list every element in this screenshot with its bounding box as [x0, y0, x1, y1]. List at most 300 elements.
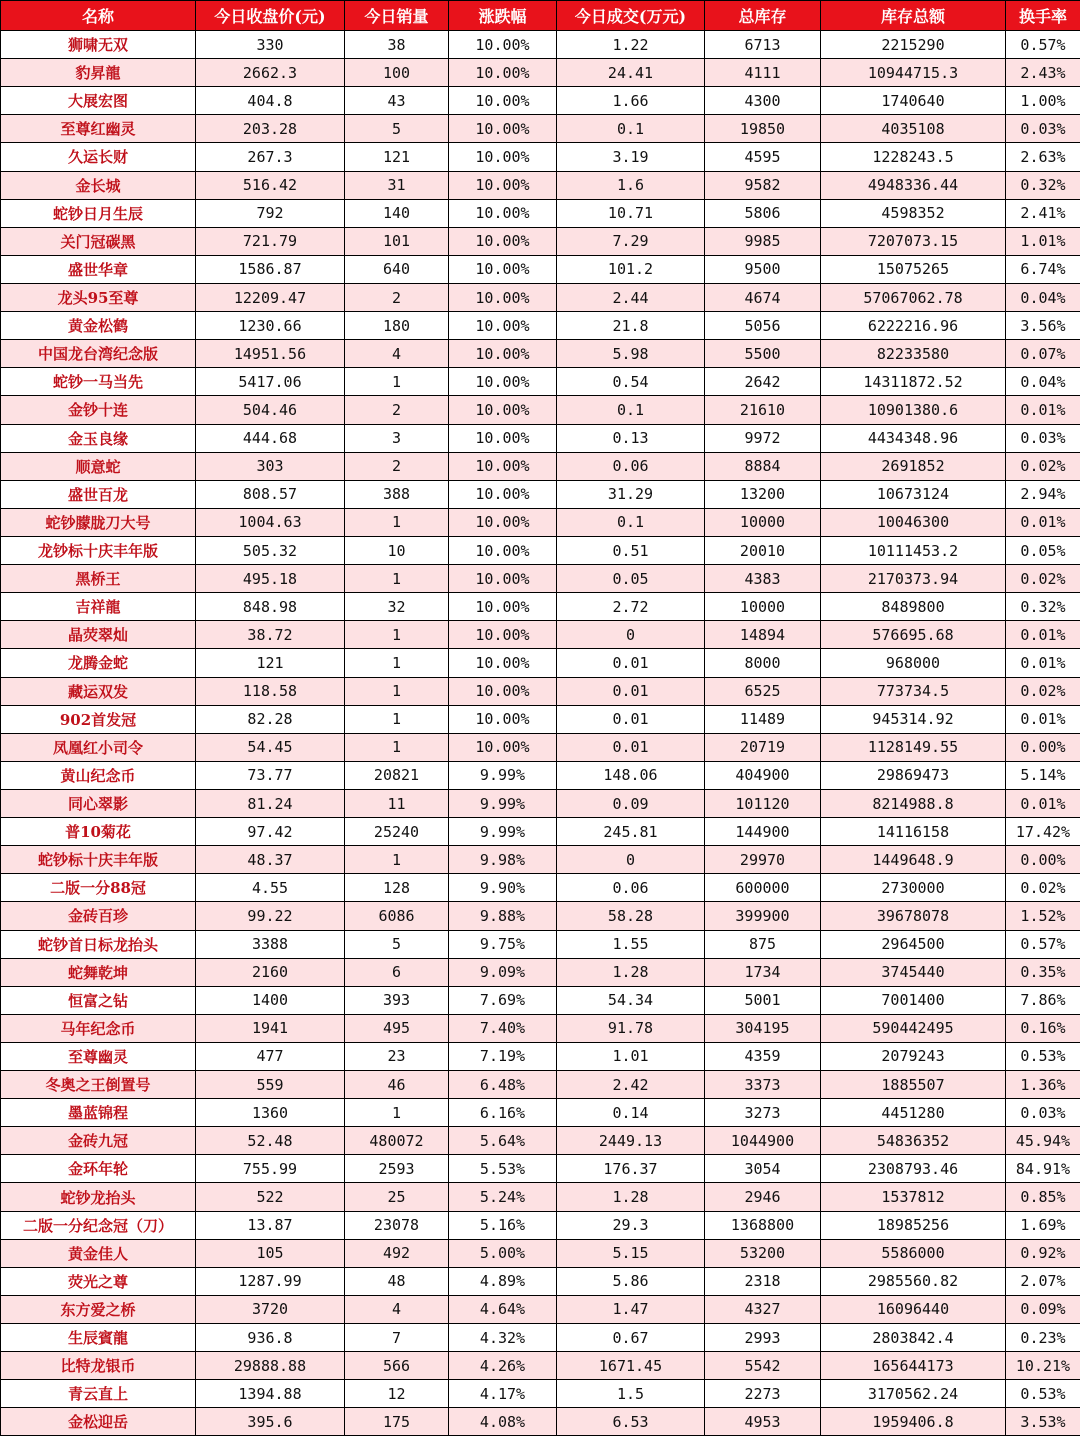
cell-change: 10.00%	[449, 424, 557, 452]
cell-turnover: 1671.45	[557, 1352, 705, 1380]
cell-turnover-rate: 0.01%	[1006, 621, 1080, 649]
cell-close-price: 118.58	[196, 677, 345, 705]
cell-turnover: 5.98	[557, 340, 705, 368]
cell-change: 9.90%	[449, 874, 557, 902]
cell-change: 9.88%	[449, 902, 557, 930]
cell-change: 10.00%	[449, 312, 557, 340]
cell-turnover-rate: 0.57%	[1006, 31, 1080, 59]
cell-inventory-value: 3745440	[821, 958, 1006, 986]
cell-change: 10.00%	[449, 59, 557, 87]
table-row	[1, 255, 1080, 283]
cell-inventory-value: 3170562.24	[821, 1380, 1006, 1408]
table-row	[1, 199, 1080, 227]
cell-sales: 6086	[345, 902, 449, 930]
cell-close-price: 99.22	[196, 902, 345, 930]
cell-change: 10.00%	[449, 705, 557, 733]
cell-turnover-rate: 0.53%	[1006, 1042, 1080, 1070]
cell-inventory: 1734	[705, 958, 821, 986]
cell-close-price: 808.57	[196, 480, 345, 508]
cell-change: 5.16%	[449, 1211, 557, 1239]
cell-inventory-value: 945314.92	[821, 705, 1006, 733]
cell-inventory: 5542	[705, 1352, 821, 1380]
cell-close-price: 52.48	[196, 1127, 345, 1155]
col-header-change: 涨跌幅	[449, 1, 557, 31]
cell-inventory-value: 576695.68	[821, 621, 1006, 649]
cell-inventory-value: 8214988.8	[821, 789, 1006, 817]
cell-name: 青云直上	[1, 1380, 196, 1408]
cell-inventory-value: 10673124	[821, 480, 1006, 508]
cell-turnover-rate: 0.02%	[1006, 452, 1080, 480]
cell-inventory: 4359	[705, 1042, 821, 1070]
table-row	[1, 1295, 1080, 1323]
cell-change: 10.00%	[449, 621, 557, 649]
cell-change: 9.99%	[449, 789, 557, 817]
cell-inventory: 14894	[705, 621, 821, 649]
cell-turnover-rate: 0.04%	[1006, 368, 1080, 396]
cell-change: 4.32%	[449, 1324, 557, 1352]
cell-name: 大展宏图	[1, 87, 196, 115]
cell-name: 金玉良缘	[1, 424, 196, 452]
cell-close-price: 495.18	[196, 565, 345, 593]
cell-close-price: 1941	[196, 1014, 345, 1042]
table-body	[1, 31, 1080, 1436]
cell-sales: 180	[345, 312, 449, 340]
table-row	[1, 705, 1080, 733]
cell-turnover: 7.29	[557, 227, 705, 255]
cell-sales: 7	[345, 1324, 449, 1352]
cell-turnover: 2.44	[557, 283, 705, 311]
cell-turnover-rate: 6.74%	[1006, 255, 1080, 283]
cell-turnover-rate: 1.00%	[1006, 87, 1080, 115]
table-row	[1, 227, 1080, 255]
cell-turnover: 0	[557, 621, 705, 649]
cell-inventory-value: 57067062.78	[821, 283, 1006, 311]
cell-close-price: 105	[196, 1239, 345, 1267]
cell-turnover-rate: 0.01%	[1006, 508, 1080, 536]
table-row	[1, 818, 1080, 846]
cell-close-price: 559	[196, 1071, 345, 1099]
cell-turnover-rate: 0.23%	[1006, 1324, 1080, 1352]
table-row	[1, 565, 1080, 593]
cell-change: 10.00%	[449, 87, 557, 115]
cell-change: 10.00%	[449, 565, 557, 593]
cell-turnover-rate: 5.14%	[1006, 761, 1080, 789]
cell-change: 9.09%	[449, 958, 557, 986]
cell-turnover: 6.53	[557, 1408, 705, 1436]
cell-name: 黄金松鹤	[1, 312, 196, 340]
table-row	[1, 930, 1080, 958]
cell-turnover-rate: 2.41%	[1006, 199, 1080, 227]
cell-turnover: 0.1	[557, 396, 705, 424]
cell-inventory: 101120	[705, 789, 821, 817]
cell-sales: 480072	[345, 1127, 449, 1155]
cell-inventory: 6525	[705, 677, 821, 705]
cell-name: 金砖九冠	[1, 1127, 196, 1155]
cell-sales: 1	[345, 368, 449, 396]
cell-turnover-rate: 2.07%	[1006, 1267, 1080, 1295]
cell-change: 7.19%	[449, 1042, 557, 1070]
cell-inventory: 4383	[705, 565, 821, 593]
cell-inventory-value: 16096440	[821, 1295, 1006, 1323]
cell-inventory: 4953	[705, 1408, 821, 1436]
cell-turnover-rate: 0.07%	[1006, 340, 1080, 368]
cell-turnover-rate: 0.32%	[1006, 593, 1080, 621]
cell-change: 10.00%	[449, 677, 557, 705]
cell-turnover: 3.19	[557, 143, 705, 171]
cell-change: 10.00%	[449, 536, 557, 564]
cell-name: 二版一分88冠	[1, 874, 196, 902]
cell-turnover-rate: 7.86%	[1006, 986, 1080, 1014]
table-row	[1, 902, 1080, 930]
cell-name: 金砖百珍	[1, 902, 196, 930]
cell-turnover: 245.81	[557, 818, 705, 846]
cell-sales: 38	[345, 31, 449, 59]
cell-turnover: 1.6	[557, 171, 705, 199]
cell-name: 至尊红幽灵	[1, 115, 196, 143]
cell-inventory-value: 10944715.3	[821, 59, 1006, 87]
cell-sales: 101	[345, 227, 449, 255]
cell-inventory: 20719	[705, 733, 821, 761]
cell-sales: 4	[345, 1295, 449, 1323]
cell-inventory-value: 968000	[821, 649, 1006, 677]
cell-inventory-value: 18985256	[821, 1211, 1006, 1239]
cell-sales: 640	[345, 255, 449, 283]
cell-inventory-value: 10901380.6	[821, 396, 1006, 424]
cell-change: 10.00%	[449, 171, 557, 199]
cell-inventory: 3054	[705, 1155, 821, 1183]
cell-inventory-value: 2308793.46	[821, 1155, 1006, 1183]
cell-turnover-rate: 0.03%	[1006, 1099, 1080, 1127]
cell-name: 龙钞标十庆丰年版	[1, 536, 196, 564]
cell-name: 中国龙台湾纪念版	[1, 340, 196, 368]
cell-sales: 31	[345, 171, 449, 199]
cell-inventory: 21610	[705, 396, 821, 424]
cell-inventory: 9500	[705, 255, 821, 283]
cell-turnover: 0.1	[557, 115, 705, 143]
table-row	[1, 1267, 1080, 1295]
cell-inventory-value: 82233580	[821, 340, 1006, 368]
cell-sales: 32	[345, 593, 449, 621]
cell-change: 5.00%	[449, 1239, 557, 1267]
cell-close-price: 82.28	[196, 705, 345, 733]
table-row	[1, 733, 1080, 761]
table-row	[1, 1211, 1080, 1239]
cell-inventory: 399900	[705, 902, 821, 930]
cell-inventory-value: 1537812	[821, 1183, 1006, 1211]
cell-close-price: 504.46	[196, 396, 345, 424]
cell-name: 蛇钞日月生辰	[1, 199, 196, 227]
cell-name: 黑桥王	[1, 565, 196, 593]
cell-name: 金钞十连	[1, 396, 196, 424]
cell-sales: 5	[345, 115, 449, 143]
cell-sales: 48	[345, 1267, 449, 1295]
cell-change: 10.00%	[449, 508, 557, 536]
cell-close-price: 3388	[196, 930, 345, 958]
cell-inventory-value: 6222216.96	[821, 312, 1006, 340]
table-row	[1, 480, 1080, 508]
cell-turnover: 0.51	[557, 536, 705, 564]
table-row	[1, 312, 1080, 340]
cell-sales: 175	[345, 1408, 449, 1436]
cell-turnover: 0.54	[557, 368, 705, 396]
cell-turnover-rate: 2.63%	[1006, 143, 1080, 171]
cell-turnover-rate: 0.92%	[1006, 1239, 1080, 1267]
cell-change: 7.40%	[449, 1014, 557, 1042]
cell-close-price: 14951.56	[196, 340, 345, 368]
cell-turnover: 101.2	[557, 255, 705, 283]
cell-sales: 393	[345, 986, 449, 1014]
cell-close-price: 1004.63	[196, 508, 345, 536]
cell-close-price: 81.24	[196, 789, 345, 817]
cell-close-price: 54.45	[196, 733, 345, 761]
table-row	[1, 87, 1080, 115]
cell-name: 金环年轮	[1, 1155, 196, 1183]
cell-name: 同心翠影	[1, 789, 196, 817]
cell-inventory: 2946	[705, 1183, 821, 1211]
cell-turnover: 1.28	[557, 958, 705, 986]
cell-inventory-value: 14116158	[821, 818, 1006, 846]
cell-inventory-value: 2985560.82	[821, 1267, 1006, 1295]
cell-inventory: 144900	[705, 818, 821, 846]
cell-sales: 1	[345, 1099, 449, 1127]
cell-change: 4.89%	[449, 1267, 557, 1295]
cell-name: 豹昇龍	[1, 59, 196, 87]
cell-turnover: 148.06	[557, 761, 705, 789]
cell-change: 10.00%	[449, 227, 557, 255]
cell-name: 东方爱之桥	[1, 1295, 196, 1323]
cell-turnover-rate: 0.02%	[1006, 677, 1080, 705]
table-row	[1, 761, 1080, 789]
cell-inventory-value: 8489800	[821, 593, 1006, 621]
cell-sales: 140	[345, 199, 449, 227]
cell-change: 10.00%	[449, 143, 557, 171]
table-row	[1, 789, 1080, 817]
cell-turnover-rate: 1.01%	[1006, 227, 1080, 255]
cell-close-price: 2662.3	[196, 59, 345, 87]
cell-turnover: 0.01	[557, 649, 705, 677]
cell-turnover-rate: 1.69%	[1006, 1211, 1080, 1239]
cell-inventory-value: 2964500	[821, 930, 1006, 958]
cell-inventory-value: 1449648.9	[821, 846, 1006, 874]
cell-turnover-rate: 0.53%	[1006, 1380, 1080, 1408]
cell-change: 4.17%	[449, 1380, 557, 1408]
cell-change: 10.00%	[449, 649, 557, 677]
cell-turnover-rate: 84.91%	[1006, 1155, 1080, 1183]
cell-turnover-rate: 0.85%	[1006, 1183, 1080, 1211]
table-row	[1, 958, 1080, 986]
table-row	[1, 846, 1080, 874]
table-row	[1, 283, 1080, 311]
cell-sales: 1	[345, 621, 449, 649]
cell-sales: 25	[345, 1183, 449, 1211]
cell-close-price: 1287.99	[196, 1267, 345, 1295]
cell-turnover: 5.15	[557, 1239, 705, 1267]
cell-turnover: 0.13	[557, 424, 705, 452]
cell-name: 久运长财	[1, 143, 196, 171]
cell-change: 10.00%	[449, 593, 557, 621]
table-row	[1, 508, 1080, 536]
cell-inventory: 6713	[705, 31, 821, 59]
table-row	[1, 1239, 1080, 1267]
cell-turnover-rate: 0.02%	[1006, 874, 1080, 902]
cell-turnover: 1.47	[557, 1295, 705, 1323]
cell-inventory: 600000	[705, 874, 821, 902]
table-row	[1, 1380, 1080, 1408]
cell-turnover-rate: 0.16%	[1006, 1014, 1080, 1042]
table-row	[1, 171, 1080, 199]
cell-turnover-rate: 1.52%	[1006, 902, 1080, 930]
cell-inventory: 2273	[705, 1380, 821, 1408]
cell-inventory: 5001	[705, 986, 821, 1014]
cell-inventory-value: 54836352	[821, 1127, 1006, 1155]
cell-inventory: 2993	[705, 1324, 821, 1352]
cell-turnover: 1.01	[557, 1042, 705, 1070]
cell-turnover: 0.1	[557, 508, 705, 536]
cell-change: 10.00%	[449, 340, 557, 368]
cell-turnover-rate: 0.01%	[1006, 396, 1080, 424]
cell-close-price: 516.42	[196, 171, 345, 199]
cell-name: 顺意蛇	[1, 452, 196, 480]
cell-sales: 5	[345, 930, 449, 958]
col-header-close-price: 今日收盘价(元)	[196, 1, 345, 31]
table-row	[1, 593, 1080, 621]
cell-sales: 1	[345, 677, 449, 705]
cell-sales: 6	[345, 958, 449, 986]
cell-inventory: 29970	[705, 846, 821, 874]
cell-turnover: 0.14	[557, 1099, 705, 1127]
cell-sales: 121	[345, 143, 449, 171]
cell-name: 蛇钞一马当先	[1, 368, 196, 396]
cell-inventory-value: 4598352	[821, 199, 1006, 227]
cell-turnover-rate: 0.04%	[1006, 283, 1080, 311]
cell-inventory-value: 2170373.94	[821, 565, 1006, 593]
cell-change: 10.00%	[449, 199, 557, 227]
cell-turnover-rate: 0.32%	[1006, 171, 1080, 199]
cell-name: 狮啸无双	[1, 31, 196, 59]
cell-change: 10.00%	[449, 368, 557, 396]
cell-inventory: 9582	[705, 171, 821, 199]
cell-turnover: 1.5	[557, 1380, 705, 1408]
cell-name: 蛇钞首日标龙抬头	[1, 930, 196, 958]
cell-change: 4.26%	[449, 1352, 557, 1380]
cell-turnover: 5.86	[557, 1267, 705, 1295]
cell-turnover-rate: 0.57%	[1006, 930, 1080, 958]
table-row	[1, 452, 1080, 480]
cell-inventory: 3373	[705, 1071, 821, 1099]
cell-inventory-value: 15075265	[821, 255, 1006, 283]
cell-close-price: 505.32	[196, 536, 345, 564]
cell-close-price: 1586.87	[196, 255, 345, 283]
table-row	[1, 1099, 1080, 1127]
cell-close-price: 303	[196, 452, 345, 480]
cell-turnover: 0.01	[557, 733, 705, 761]
table-row	[1, 31, 1080, 59]
cell-change: 10.00%	[449, 115, 557, 143]
cell-close-price: 522	[196, 1183, 345, 1211]
cell-inventory: 13200	[705, 480, 821, 508]
cell-inventory-value: 165644173	[821, 1352, 1006, 1380]
cell-sales: 388	[345, 480, 449, 508]
cell-inventory: 2642	[705, 368, 821, 396]
cell-sales: 11	[345, 789, 449, 817]
cell-inventory-value: 5586000	[821, 1239, 1006, 1267]
cell-sales: 20821	[345, 761, 449, 789]
cell-name: 墨蓝锦程	[1, 1099, 196, 1127]
cell-turnover-rate: 17.42%	[1006, 818, 1080, 846]
cell-turnover: 10.71	[557, 199, 705, 227]
cell-close-price: 444.68	[196, 424, 345, 452]
cell-close-price: 267.3	[196, 143, 345, 171]
cell-change: 10.00%	[449, 396, 557, 424]
cell-change: 9.75%	[449, 930, 557, 958]
cell-change: 5.64%	[449, 1127, 557, 1155]
cell-turnover-rate: 3.56%	[1006, 312, 1080, 340]
cell-name: 902首发冠	[1, 705, 196, 733]
cell-change: 5.53%	[449, 1155, 557, 1183]
cell-inventory: 10000	[705, 508, 821, 536]
cell-turnover-rate: 0.03%	[1006, 115, 1080, 143]
cell-name: 凤凰红小司令	[1, 733, 196, 761]
cell-change: 4.08%	[449, 1408, 557, 1436]
cell-name: 金长城	[1, 171, 196, 199]
cell-sales: 43	[345, 87, 449, 115]
cell-sales: 3	[345, 424, 449, 452]
cell-turnover-rate: 0.00%	[1006, 733, 1080, 761]
cell-change: 7.69%	[449, 986, 557, 1014]
cell-turnover: 0.67	[557, 1324, 705, 1352]
cell-change: 5.24%	[449, 1183, 557, 1211]
col-header-inventory: 总库存	[705, 1, 821, 31]
cell-sales: 1	[345, 705, 449, 733]
cell-change: 6.48%	[449, 1071, 557, 1099]
cell-inventory-value: 2730000	[821, 874, 1006, 902]
cell-change: 10.00%	[449, 283, 557, 311]
cell-sales: 566	[345, 1352, 449, 1380]
cell-change: 9.99%	[449, 761, 557, 789]
cell-name: 黄山纪念币	[1, 761, 196, 789]
cell-sales: 1	[345, 733, 449, 761]
cell-name: 藏运双发	[1, 677, 196, 705]
cell-inventory: 4327	[705, 1295, 821, 1323]
cell-turnover-rate: 10.21%	[1006, 1352, 1080, 1380]
cell-inventory: 9985	[705, 227, 821, 255]
cell-turnover: 1.55	[557, 930, 705, 958]
cell-sales: 1	[345, 649, 449, 677]
cell-name: 普10菊花	[1, 818, 196, 846]
cell-close-price: 1360	[196, 1099, 345, 1127]
cell-turnover: 21.8	[557, 312, 705, 340]
cell-name: 蛇钞朦胧刀大号	[1, 508, 196, 536]
table-row	[1, 1324, 1080, 1352]
cell-inventory-value: 4434348.96	[821, 424, 1006, 452]
table-row	[1, 115, 1080, 143]
cell-inventory-value: 773734.5	[821, 677, 1006, 705]
cell-inventory: 8884	[705, 452, 821, 480]
cell-close-price: 97.42	[196, 818, 345, 846]
cell-inventory: 9972	[705, 424, 821, 452]
cell-sales: 492	[345, 1239, 449, 1267]
cell-name: 关门冠碳黑	[1, 227, 196, 255]
cell-sales: 495	[345, 1014, 449, 1042]
table-row	[1, 1042, 1080, 1070]
cell-change: 9.98%	[449, 846, 557, 874]
cell-turnover: 2.42	[557, 1071, 705, 1099]
cell-name: 蛇舞乾坤	[1, 958, 196, 986]
table-row	[1, 1127, 1080, 1155]
cell-turnover: 0.06	[557, 452, 705, 480]
col-header-inventory-value: 库存总额	[821, 1, 1006, 31]
cell-turnover: 0.05	[557, 565, 705, 593]
